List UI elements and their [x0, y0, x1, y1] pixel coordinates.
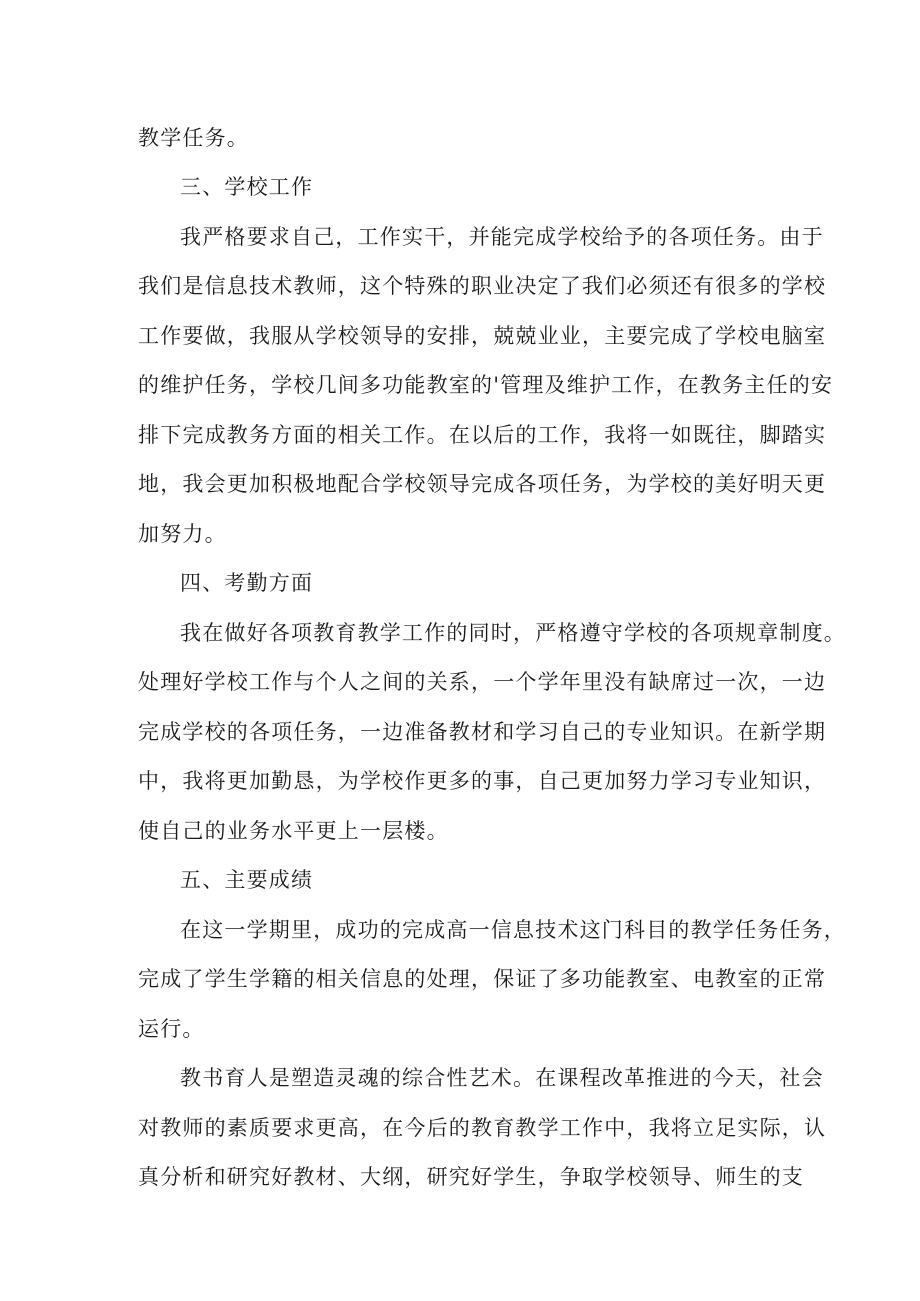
text-line: 我在做好各项教育教学工作的同时，严格遵守学校的各项规章制度。 — [180, 621, 846, 645]
text-line: 在这一学期里，成功的完成高一信息技术这门科目的教学任务任务， — [180, 918, 846, 942]
text-line: 使自己的业务水平更上一层楼。 — [138, 819, 449, 843]
section-heading-attendance: 四、考勤方面 — [180, 571, 314, 595]
text-line: 完成学校的各项任务，一边准备教材和学习自己的专业知识。在新学期 — [138, 720, 827, 744]
text-line: 教书育人是塑造灵魂的综合性艺术。在课程改革推进的今天，社会 — [180, 1066, 824, 1090]
text-line: 的维护任务，学校几间多功能教室的'管理及维护工作，在教务主任的安 — [138, 373, 834, 397]
section-heading-achievements: 五、主要成绩 — [180, 868, 314, 892]
text-line: 地，我会更加积极地配合学校领导完成各项任务，为学校的美好明天更 — [138, 472, 827, 496]
section-heading-school-work: 三、学校工作 — [180, 175, 314, 199]
text-line: 运行。 — [138, 1017, 205, 1041]
text-line: 处理好学校工作与个人之间的关系，一个学年里没有缺席过一次，一边 — [138, 670, 827, 694]
text-line: 对教师的素质要求更高，在今后的教育教学工作中，我将立足实际，认 — [138, 1116, 827, 1140]
text-line: 我严格要求自己，工作实干，并能完成学校给予的各项任务。由于 — [180, 225, 824, 249]
text-line: 中，我将更加勤恳，为学校作更多的事，自己更加努力学习专业知识， — [138, 769, 827, 793]
text-line: 真分析和研究好教材、大纲，研究好学生，争取学校领导、师生的支 — [138, 1165, 804, 1189]
text-line: 我们是信息技术教师，这个特殊的职业决定了我们必须还有很多的学校 — [138, 274, 827, 298]
text-line: 排下完成教务方面的相关工作。在以后的工作，我将一如既往，脚踏实 — [138, 423, 827, 447]
text-line: 教学任务。 — [138, 126, 249, 150]
text-line: 工作要做，我服从学校领导的安排，兢兢业业，主要完成了学校电脑室 — [138, 324, 827, 348]
text-line: 加努力。 — [138, 522, 227, 546]
text-line: 完成了学生学籍的相关信息的处理，保证了多功能教室、电教室的正常 — [138, 967, 827, 991]
